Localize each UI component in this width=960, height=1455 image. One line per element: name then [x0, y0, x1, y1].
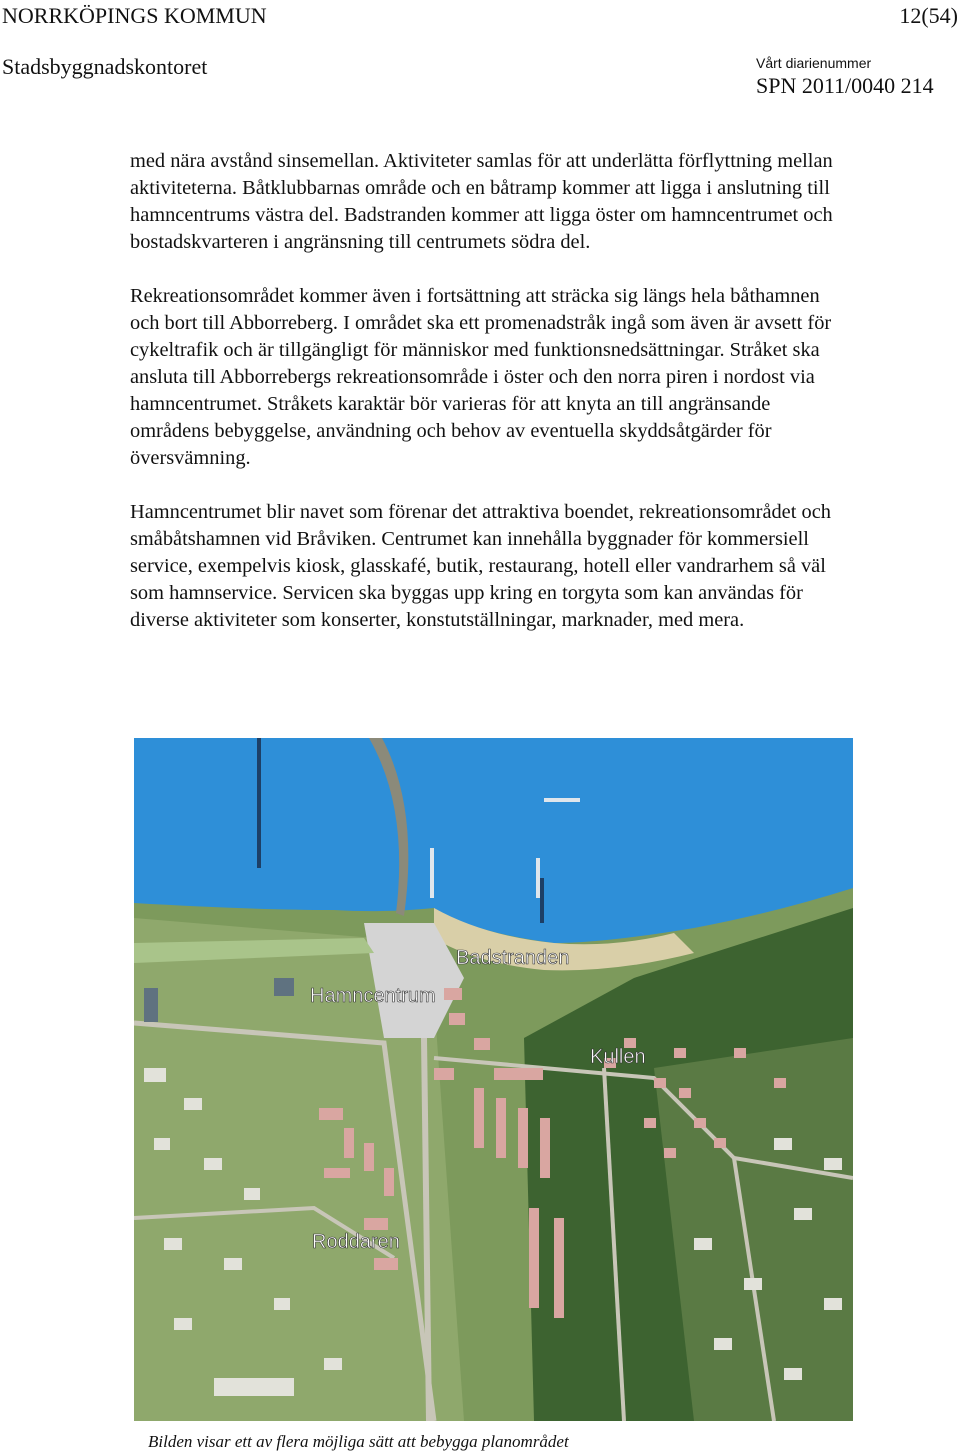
diary-label: Vårt diarienummer — [756, 55, 872, 71]
label-hamncentrum: Hamncentrum — [310, 985, 436, 1007]
plan-map-image — [134, 738, 853, 1421]
org-name: NORRKÖPINGS KOMMUN — [2, 3, 267, 28]
paragraph-1: med nära avstånd sinsemellan. Aktiviteter samlas för att underlätta förflyttning mellan aktiviteterna. Båtklubbarnas område och en båtramp kommer att ligga i anslutning till hamncentrums västra del. Badstranden kommer att ligga öster om hamncentrumet och bostadskvarteren i angränsning till centrumets södra del. — [130, 150, 833, 253]
office-name: Stadsbyggnadskontoret — [2, 54, 208, 79]
label-roddaren: Roddaren — [312, 1231, 400, 1253]
page-number: 12(54) — [899, 3, 958, 28]
label-badstranden: Badstranden — [456, 947, 570, 969]
label-kullen: Kullen — [590, 1046, 646, 1068]
paragraph-2: Rekreationsområdet kommer även i fortsättning att sträcka sig längs hela båthamnen och bort till Abborreberg. I området ska ett promenadstråk ingå som även är avsett för cykeltrafik och är tillgängligt för människor med funktionsnedsättningar. Stråket ska ansluta till Abborrebergs rekreationsområde i öster och den norra piren i nordost via hamncentrumet. Stråkets karaktär bör varieras för att knyta an till angränsande områdens bebyggelse, användning och behov av eventuella skyddsåtgärder för översvämning. — [130, 285, 832, 469]
paragraph-3: Hamncentrumet blir navet som förenar det attraktiva boendet, rekreationsområdet och småbåtshamnen vid Bråviken. Centrumet kan innehålla byggnader för kommersiell service, exempelvis kiosk, glasskafé, butik, restaurang, hotell eller vandrarhem så väl som hamnservice. Servicen ska byggas upp kring en torgyta som kan användas för diverse aktiviteter som konserter, konstutställningar, marknader, med mera. — [130, 501, 831, 631]
figure-caption: Bilden visar ett av flera möjliga sätt att bebygga planområdet — [148, 1432, 569, 1451]
body-text — [130, 148, 850, 661]
diary-number: SPN 2011/0040 214 — [756, 73, 934, 98]
